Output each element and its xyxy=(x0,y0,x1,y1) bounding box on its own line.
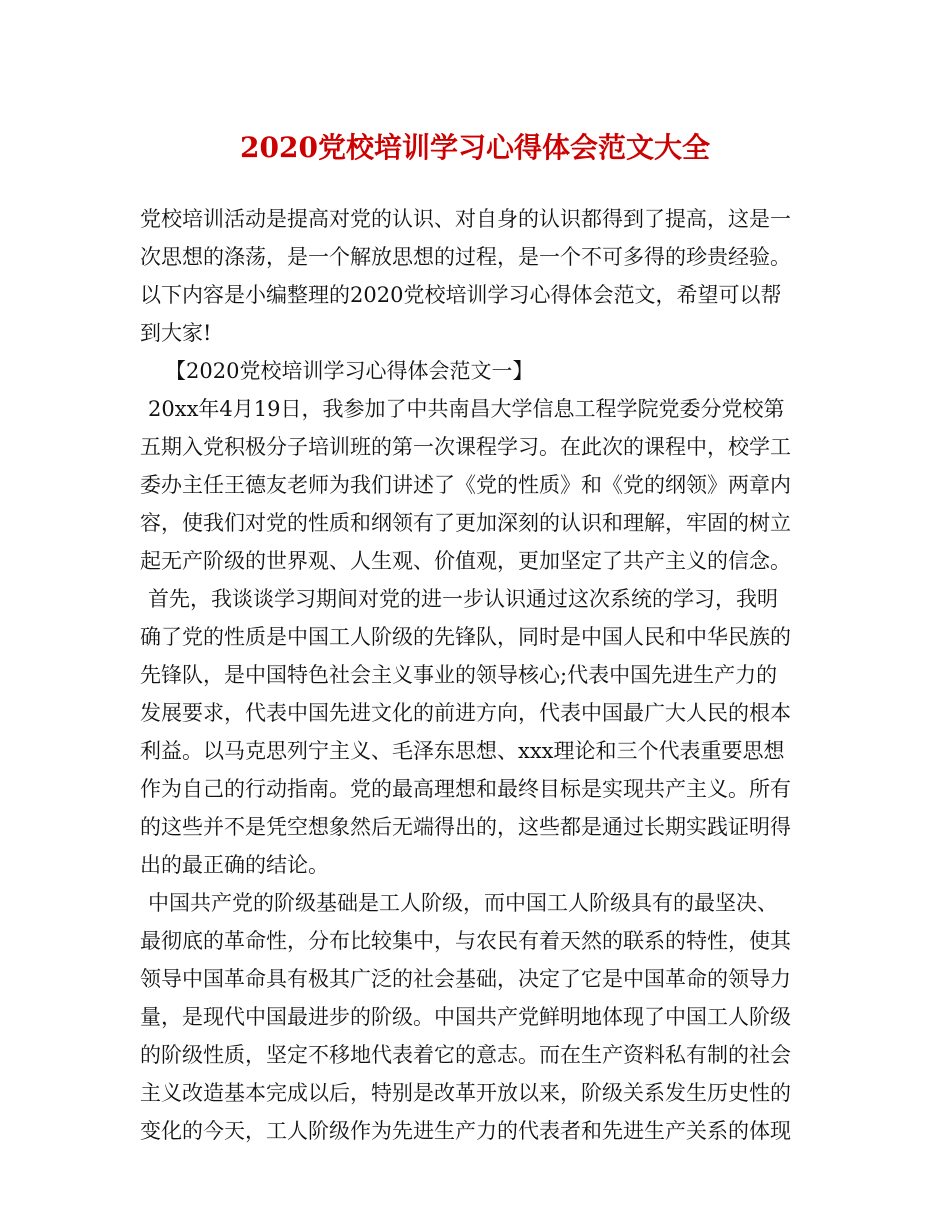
paragraph-line: 首先，我谈谈学习期间对党的进一步认识通过这次系统的学习，我明 xyxy=(148,587,778,611)
paragraph-line: 发展要求，代表中国先进文化的前进方向，代表中国最广大人民的根本 xyxy=(140,701,791,725)
paragraph-line: 领导中国革命具有极其广泛的社会基础，决定了它是中国革命的领导力 xyxy=(140,967,791,991)
paragraph-line: 到大家! xyxy=(140,321,212,345)
paragraph-line: 作为自己的行动指南。党的最高理想和最终目标是实现共产主义。所有 xyxy=(140,777,791,801)
paragraph-line: 委办主任王德友老师为我们讲述了《党的性质》和《党的纲领》两章内 xyxy=(140,473,791,497)
section-heading: 【2020党校培训学习心得体会范文一】 xyxy=(165,359,534,383)
document-body xyxy=(140,200,815,1150)
paragraph-line: 起无产阶级的世界观、人生观、价值观，更加坚定了共产主义的信念。 xyxy=(140,549,791,573)
document-title: 2020党校培训学习心得体会范文大全 xyxy=(240,131,710,164)
paragraph-line: 容，使我们对党的性质和纲领有了更加深刻的认识和理解，牢固的树立 xyxy=(140,511,791,535)
paragraph-line: 中国共产党的阶级基础是工人阶级，而中国工人阶级具有的最坚决、 xyxy=(148,891,778,915)
paragraph-line: 量，是现代中国最进步的阶级。中国共产党鲜明地体现了中国工人阶级 xyxy=(140,1005,791,1029)
paragraph-line: 次思想的涤荡，是一个解放思想的过程，是一个不可多得的珍贵经验。 xyxy=(140,245,791,269)
paragraph-line: 先锋队，是中国特色社会主义事业的领导核心;代表中国先进生产力的 xyxy=(140,663,778,687)
paragraph-line: 最彻底的革命性，分布比较集中，与农民有着天然的联系的特性，使其 xyxy=(140,929,791,953)
paragraph-line: 五期入党积极分子培训班的第一次课程学习。在此次的课程中，校学工 xyxy=(140,435,791,459)
paragraph-line: 20xx年4月19日，我参加了中共南昌大学信息工程学院党委分党校第 xyxy=(148,397,785,421)
paragraph-line: 变化的今天，工人阶级作为先进生产力的代表者和先进生产关系的体现 xyxy=(140,1119,791,1143)
paragraph-line: 的阶级性质，坚定不移地代表着它的意志。而在生产资料私有制的社会 xyxy=(140,1043,791,1067)
paragraph-line: 利益。以马克思列宁主义、毛泽东思想、xxx理论和三个代表重要思想 xyxy=(140,739,785,763)
paragraph-line: 的这些并不是凭空想象然后无端得出的，这些都是通过长期实践证明得 xyxy=(140,815,791,839)
paragraph-line: 党校培训活动是提高对党的认识、对自身的认识都得到了提高，这是一 xyxy=(140,207,791,231)
paragraph-line: 确了党的性质是中国工人阶级的先锋队，同时是中国人民和中华民族的 xyxy=(140,625,791,649)
paragraph-line: 主义改造基本完成以后，特别是改革开放以来，阶级关系发生历史性的 xyxy=(140,1081,791,1105)
paragraph-line: 出的最正确的结论。 xyxy=(140,853,329,877)
paragraph-line: 以下内容是小编整理的2020党校培训学习心得体会范文，希望可以帮 xyxy=(140,283,782,307)
